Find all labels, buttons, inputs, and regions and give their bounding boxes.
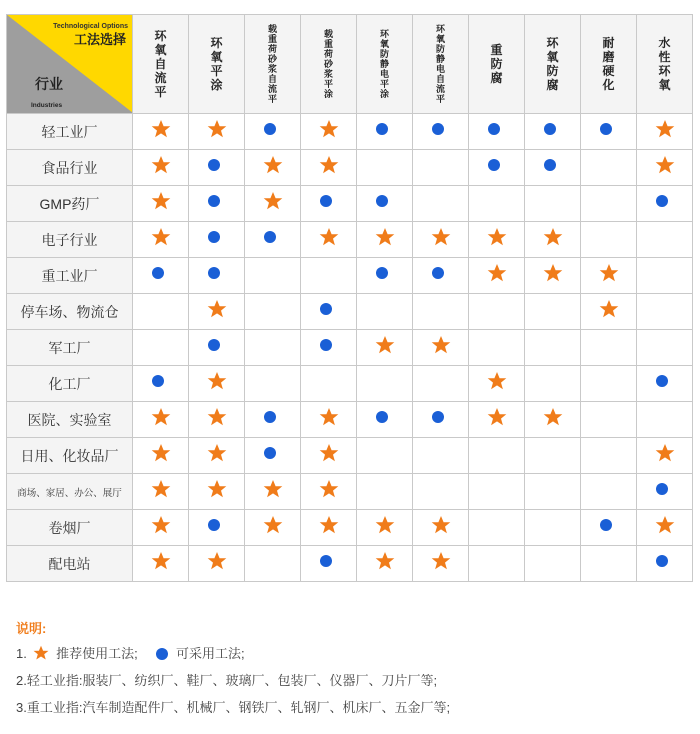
- matrix-cell: [413, 186, 469, 222]
- matrix-cell: [413, 474, 469, 510]
- matrix-cell: [469, 258, 525, 294]
- star-icon: [319, 515, 339, 535]
- matrix-cell: [637, 222, 693, 258]
- matrix-cell: [413, 222, 469, 258]
- matrix-cell: [301, 438, 357, 474]
- table-row: [7, 366, 693, 402]
- matrix-cell: [189, 186, 245, 222]
- dot-icon: [655, 479, 675, 499]
- matrix-cell: [189, 294, 245, 330]
- matrix-cell: [581, 330, 637, 366]
- star-icon: [655, 443, 675, 463]
- industry-cn-label: 行业: [35, 76, 63, 92]
- star-icon: [375, 551, 395, 571]
- matrix-cell: [637, 150, 693, 186]
- matrix-cell: [189, 114, 245, 150]
- matrix-cell: [357, 474, 413, 510]
- star-icon: [543, 227, 563, 247]
- header-row: [7, 15, 693, 114]
- dot-icon: [543, 119, 563, 139]
- star-icon: [151, 407, 171, 427]
- star-icon: [319, 119, 339, 139]
- dot-icon: [263, 119, 283, 139]
- table-row: [7, 546, 693, 582]
- method-industry-matrix: [6, 14, 693, 582]
- note-line-legend: [16, 644, 686, 671]
- matrix-cell: [189, 474, 245, 510]
- star-icon: [543, 263, 563, 283]
- matrix-cell: [245, 222, 301, 258]
- matrix-cell: [637, 186, 693, 222]
- star-icon: [151, 551, 171, 571]
- star-icon: [543, 407, 563, 427]
- star-icon: [375, 335, 395, 355]
- matrix-cell: [245, 438, 301, 474]
- dot-icon: [375, 407, 395, 427]
- matrix-cell: [133, 366, 189, 402]
- matrix-cell: [357, 546, 413, 582]
- column-header-label: 环氧防静电平涂: [379, 29, 389, 99]
- matrix-cell: [581, 474, 637, 510]
- dot-icon: [207, 155, 227, 175]
- star-icon: [319, 479, 339, 499]
- row-label: 重工业厂: [7, 258, 133, 294]
- matrix-cell: [469, 510, 525, 546]
- matrix-cell: [581, 438, 637, 474]
- dot-icon: [263, 407, 283, 427]
- column-header: [245, 15, 301, 114]
- star-icon: [151, 515, 171, 535]
- row-label: 停车场、物流仓: [7, 294, 133, 330]
- dot-icon: [207, 191, 227, 211]
- matrix-cell: [357, 330, 413, 366]
- matrix-cell: [413, 510, 469, 546]
- matrix-cell: [581, 402, 637, 438]
- table-row: [7, 330, 693, 366]
- notes-title: 说明:: [16, 621, 47, 636]
- matrix-cell: [301, 474, 357, 510]
- column-header-label: 耐磨硬化: [602, 36, 615, 92]
- matrix-cell: [581, 258, 637, 294]
- dot-icon: [431, 263, 451, 283]
- matrix-cell: [525, 474, 581, 510]
- matrix-cell: [301, 510, 357, 546]
- table-row: [7, 186, 693, 222]
- matrix-cell: [245, 546, 301, 582]
- matrix-cell: [637, 258, 693, 294]
- star-icon: [151, 479, 171, 499]
- matrix-cell: [245, 294, 301, 330]
- star-icon: [655, 515, 675, 535]
- star-icon: [487, 407, 507, 427]
- matrix-cell: [245, 186, 301, 222]
- matrix-cell: [581, 222, 637, 258]
- table-row: [7, 294, 693, 330]
- matrix-cell: [133, 510, 189, 546]
- matrix-cell: [189, 510, 245, 546]
- legend-dot-text: 可采用工法;: [175, 646, 245, 661]
- matrix-cell: [637, 438, 693, 474]
- table-row: [7, 438, 693, 474]
- star-icon: [431, 551, 451, 571]
- dot-icon: [599, 119, 619, 139]
- matrix-cell: [469, 438, 525, 474]
- column-header-label: 环氧防静电自流平: [435, 24, 445, 104]
- corner-box: [7, 15, 132, 113]
- star-icon: [319, 407, 339, 427]
- star-icon: [33, 645, 49, 667]
- dot-icon: [207, 227, 227, 247]
- dot-icon: [375, 119, 395, 139]
- matrix-cell: [189, 546, 245, 582]
- matrix-cell: [413, 438, 469, 474]
- star-icon: [431, 515, 451, 535]
- matrix-cell: [357, 510, 413, 546]
- matrix-cell: [357, 366, 413, 402]
- matrix-cell: [581, 294, 637, 330]
- matrix-cell: [581, 546, 637, 582]
- dot-icon: [431, 407, 451, 427]
- note-line-heavy-industry: 3.重工业指:汽车制造配件厂、机械厂、钢铁厂、轧钢厂、机床厂、五金厂等;: [16, 700, 451, 715]
- star-icon: [151, 227, 171, 247]
- star-icon: [207, 551, 227, 571]
- dot-icon: [655, 191, 675, 211]
- star-icon: [263, 155, 283, 175]
- column-header: [301, 15, 357, 114]
- matrix-cell: [301, 330, 357, 366]
- matrix-cell: [133, 222, 189, 258]
- method-en-label: Technological Options: [53, 23, 128, 30]
- matrix-cell: [413, 330, 469, 366]
- matrix-cell: [357, 114, 413, 150]
- star-icon: [263, 191, 283, 211]
- matrix-cell: [525, 402, 581, 438]
- row-label: GMP药厂: [7, 186, 133, 222]
- matrix-cell: [525, 222, 581, 258]
- matrix-cell: [189, 258, 245, 294]
- note-1-prefix: 1.: [16, 646, 27, 661]
- star-icon: [151, 191, 171, 211]
- matrix-cell: [469, 546, 525, 582]
- matrix-cell: [189, 402, 245, 438]
- star-icon: [655, 155, 675, 175]
- row-label: 军工厂: [7, 330, 133, 366]
- table-row: [7, 510, 693, 546]
- table-row: [7, 474, 693, 510]
- matrix-cell: [469, 222, 525, 258]
- matrix-cell: [581, 186, 637, 222]
- matrix-cell: [525, 150, 581, 186]
- star-icon: [207, 119, 227, 139]
- matrix-cell: [637, 510, 693, 546]
- matrix-cell: [637, 474, 693, 510]
- legend-star-text: 推荐使用工法;: [56, 646, 138, 661]
- row-label: 轻工业厂: [7, 114, 133, 150]
- matrix-cell: [525, 438, 581, 474]
- matrix-cell: [133, 474, 189, 510]
- matrix-cell: [245, 330, 301, 366]
- column-header: [581, 15, 637, 114]
- matrix-cell: [245, 258, 301, 294]
- dot-icon: [155, 647, 169, 667]
- matrix-cell: [525, 294, 581, 330]
- method-cn-label: 工法选择: [73, 32, 126, 47]
- dot-icon: [431, 119, 451, 139]
- dot-icon: [151, 371, 171, 391]
- star-icon: [319, 227, 339, 247]
- star-icon: [319, 443, 339, 463]
- column-header: [637, 15, 693, 114]
- matrix-cell: [357, 438, 413, 474]
- dot-icon: [319, 191, 339, 211]
- column-header: [189, 15, 245, 114]
- matrix-cell: [301, 546, 357, 582]
- matrix-cell: [581, 366, 637, 402]
- matrix-cell: [469, 330, 525, 366]
- column-header-label: 水性环氧: [658, 36, 671, 92]
- matrix-cell: [133, 402, 189, 438]
- dot-icon: [319, 551, 339, 571]
- matrix-cell: [637, 402, 693, 438]
- matrix-cell: [637, 366, 693, 402]
- star-icon: [207, 371, 227, 391]
- matrix-cell: [413, 258, 469, 294]
- matrix-cell: [581, 510, 637, 546]
- matrix-cell: [133, 186, 189, 222]
- dot-icon: [263, 443, 283, 463]
- dot-icon: [207, 335, 227, 355]
- star-icon: [207, 299, 227, 319]
- matrix-cell: [245, 510, 301, 546]
- notes-section: [16, 618, 686, 725]
- column-header-label: 环氧防腐: [546, 36, 559, 92]
- matrix-cell: [637, 330, 693, 366]
- matrix-cell: [413, 402, 469, 438]
- matrix-cell: [469, 150, 525, 186]
- dot-icon: [375, 263, 395, 283]
- matrix-cell: [133, 330, 189, 366]
- star-icon: [151, 119, 171, 139]
- matrix-cell: [525, 114, 581, 150]
- matrix-cell: [245, 402, 301, 438]
- industry-en-label: Industries: [31, 102, 63, 109]
- row-label: 商场、家居、办公、展厅: [7, 474, 133, 510]
- star-icon: [487, 227, 507, 247]
- row-label: 电子行业: [7, 222, 133, 258]
- star-icon: [151, 155, 171, 175]
- column-header: [413, 15, 469, 114]
- matrix-cell: [133, 438, 189, 474]
- matrix-cell: [525, 366, 581, 402]
- matrix-cell: [469, 114, 525, 150]
- matrix-cell: [581, 150, 637, 186]
- dot-icon: [263, 227, 283, 247]
- star-icon: [263, 515, 283, 535]
- matrix-cell: [245, 114, 301, 150]
- matrix-cell: [637, 114, 693, 150]
- row-label: 日用、化妆品厂: [7, 438, 133, 474]
- matrix-cell: [133, 114, 189, 150]
- star-icon: [151, 443, 171, 463]
- matrix-cell: [301, 150, 357, 186]
- matrix-cell: [469, 294, 525, 330]
- table-row: [7, 150, 693, 186]
- table-row: [7, 114, 693, 150]
- matrix-cell: [413, 366, 469, 402]
- matrix-cell: [133, 546, 189, 582]
- matrix-cell: [469, 186, 525, 222]
- row-label: 化工厂: [7, 366, 133, 402]
- matrix-body: [7, 114, 693, 582]
- matrix-cell: [301, 114, 357, 150]
- matrix-cell: [525, 330, 581, 366]
- matrix-cell: [245, 366, 301, 402]
- table-row: [7, 258, 693, 294]
- column-header-label: 环氧平涂: [210, 36, 223, 92]
- matrix-cell: [301, 366, 357, 402]
- star-icon: [375, 227, 395, 247]
- star-icon: [431, 335, 451, 355]
- dot-icon: [487, 155, 507, 175]
- matrix-cell: [413, 150, 469, 186]
- row-label: 卷烟厂: [7, 510, 133, 546]
- dot-icon: [487, 119, 507, 139]
- dot-icon: [655, 551, 675, 571]
- matrix-cell: [301, 186, 357, 222]
- star-icon: [599, 299, 619, 319]
- dot-icon: [151, 263, 171, 283]
- column-header-label: 重防腐: [490, 43, 503, 85]
- table-row: [7, 402, 693, 438]
- matrix-cell: [357, 186, 413, 222]
- dot-icon: [375, 191, 395, 211]
- matrix-cell: [413, 114, 469, 150]
- matrix-cell: [133, 150, 189, 186]
- star-icon: [207, 407, 227, 427]
- matrix-cell: [469, 366, 525, 402]
- matrix-cell: [357, 222, 413, 258]
- star-icon: [431, 227, 451, 247]
- matrix-cell: [637, 294, 693, 330]
- column-header: [133, 15, 189, 114]
- dot-icon: [599, 515, 619, 535]
- star-icon: [319, 155, 339, 175]
- matrix-cell: [357, 258, 413, 294]
- matrix-cell: [189, 222, 245, 258]
- matrix-cell: [301, 402, 357, 438]
- row-label: 食品行业: [7, 150, 133, 186]
- dot-icon: [319, 335, 339, 355]
- matrix-cell: [301, 294, 357, 330]
- dot-icon: [543, 155, 563, 175]
- matrix-cell: [525, 510, 581, 546]
- matrix-cell: [469, 474, 525, 510]
- row-label: 配电站: [7, 546, 133, 582]
- dot-icon: [319, 299, 339, 319]
- matrix-cell: [525, 546, 581, 582]
- matrix-cell: [133, 258, 189, 294]
- matrix-cell: [189, 330, 245, 366]
- star-icon: [375, 515, 395, 535]
- table-row: [7, 222, 693, 258]
- matrix-cell: [469, 402, 525, 438]
- matrix-cell: [301, 258, 357, 294]
- matrix-cell: [525, 186, 581, 222]
- matrix-cell: [581, 114, 637, 150]
- column-header: [469, 15, 525, 114]
- column-header: [357, 15, 413, 114]
- star-icon: [207, 443, 227, 463]
- row-label: 医院、实验室: [7, 402, 133, 438]
- matrix-cell: [637, 546, 693, 582]
- matrix-cell: [245, 150, 301, 186]
- column-header-label: 载重荷砂浆自流平: [267, 24, 277, 104]
- dot-icon: [207, 515, 227, 535]
- star-icon: [487, 371, 507, 391]
- matrix-cell: [413, 546, 469, 582]
- matrix-cell: [413, 294, 469, 330]
- column-header-label: 载重荷砂浆平涂: [323, 29, 333, 99]
- matrix-cell: [301, 222, 357, 258]
- column-header: [525, 15, 581, 114]
- dot-icon: [207, 263, 227, 283]
- dot-icon: [655, 371, 675, 391]
- star-icon: [599, 263, 619, 283]
- matrix-cell: [357, 294, 413, 330]
- note-line-light-industry: 2.轻工业指:服装厂、纺织厂、鞋厂、玻璃厂、包装厂、仪器厂、刀片厂等;: [16, 673, 438, 688]
- matrix-cell: [189, 366, 245, 402]
- matrix-cell: [357, 402, 413, 438]
- star-icon: [487, 263, 507, 283]
- corner-cell: [7, 15, 133, 114]
- matrix-cell: [189, 150, 245, 186]
- star-icon: [263, 479, 283, 499]
- column-header-label: 环氧自流平: [154, 29, 167, 99]
- star-icon: [655, 119, 675, 139]
- matrix-cell: [525, 258, 581, 294]
- star-icon: [207, 479, 227, 499]
- matrix-cell: [357, 150, 413, 186]
- matrix-cell: [245, 474, 301, 510]
- matrix-cell: [133, 294, 189, 330]
- matrix-cell: [189, 438, 245, 474]
